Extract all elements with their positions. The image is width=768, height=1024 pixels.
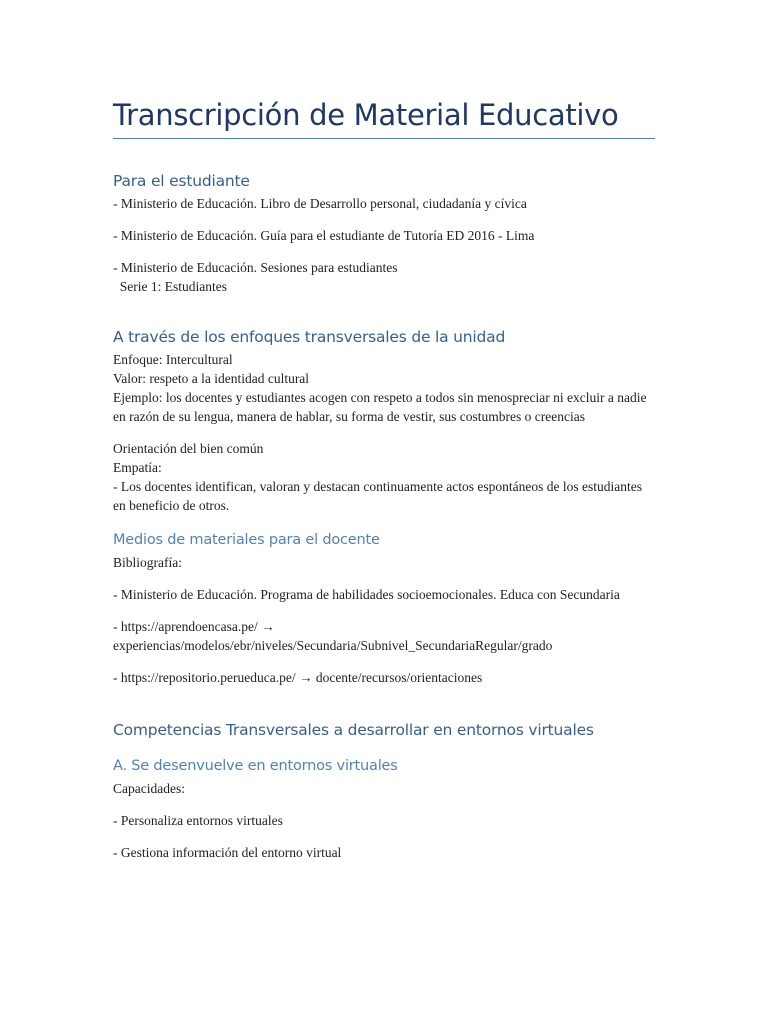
capacidad-item: - Personaliza entornos virtuales [113,813,283,828]
empatia-line: Empatía: [113,460,162,475]
ejemplo-paragraph: Ejemplo: los docentes y estudiantes acogen con respeto a todos sin menospreciar ni excluir a nadie en razón de su lengua, manera de hablar, su forma de vestir, sus costumbres o creencias [113,390,647,424]
bibliografia-link: - https://repositorio.perueduca.pe/ → docente/recursos/orientaciones [113,670,483,685]
valor-line: Valor: respeto a la identidad cultural [113,371,310,386]
document-title: Transcripción de Material Educativo [113,98,619,132]
title-underline [113,138,655,139]
estudiante-item: Serie 1: Estudiantes [113,279,227,294]
enfoque-line: Enfoque: Intercultural [113,352,233,367]
capacidades-label: Capacidades: [113,781,185,796]
estudiante-item: - Ministerio de Educación. Guía para el estudiante de Tutoría ED 2016 - Lima [113,228,535,243]
estudiante-item: - Ministerio de Educación. Libro de Desarrollo personal, ciudadanía y cívica [113,196,527,211]
section-heading-medios: Medios de materiales para el docente [113,532,380,548]
orientacion-line: Orientación del bien común [113,441,264,456]
document-content [113,96,658,862]
bibliografia-item: - Ministerio de Educación. Programa de habilidades socioemocionales. Educa con Secundaria [113,587,620,602]
section-heading-competencias: Competencias Transversales a desarrollar en entornos virtuales [113,721,594,739]
empatia-description: - Los docentes identifican, valoran y destacan continuamente actos espontáneos de los estudiantes en beneficio de otros. [113,479,642,513]
estudiante-item: - Ministerio de Educación. Sesiones para estudiantes [113,260,398,275]
capacidad-item: - Gestiona información del entorno virtual [113,845,342,860]
bibliografia-link: - https://aprendoencasa.pe/ → experiencias/modelos/ebr/niveles/Secundaria/Subnivel_SecundariaRegular/grado [113,619,553,653]
bibliografia-label: Bibliografía: [113,555,182,570]
subheading-entornos-virtuales: A. Se desenvuelve en entornos virtuales [113,758,398,774]
section-heading-enfoques: A través de los enfoques transversales de la unidad [113,328,506,346]
section-heading-estudiante: Para el estudiante [113,172,250,190]
